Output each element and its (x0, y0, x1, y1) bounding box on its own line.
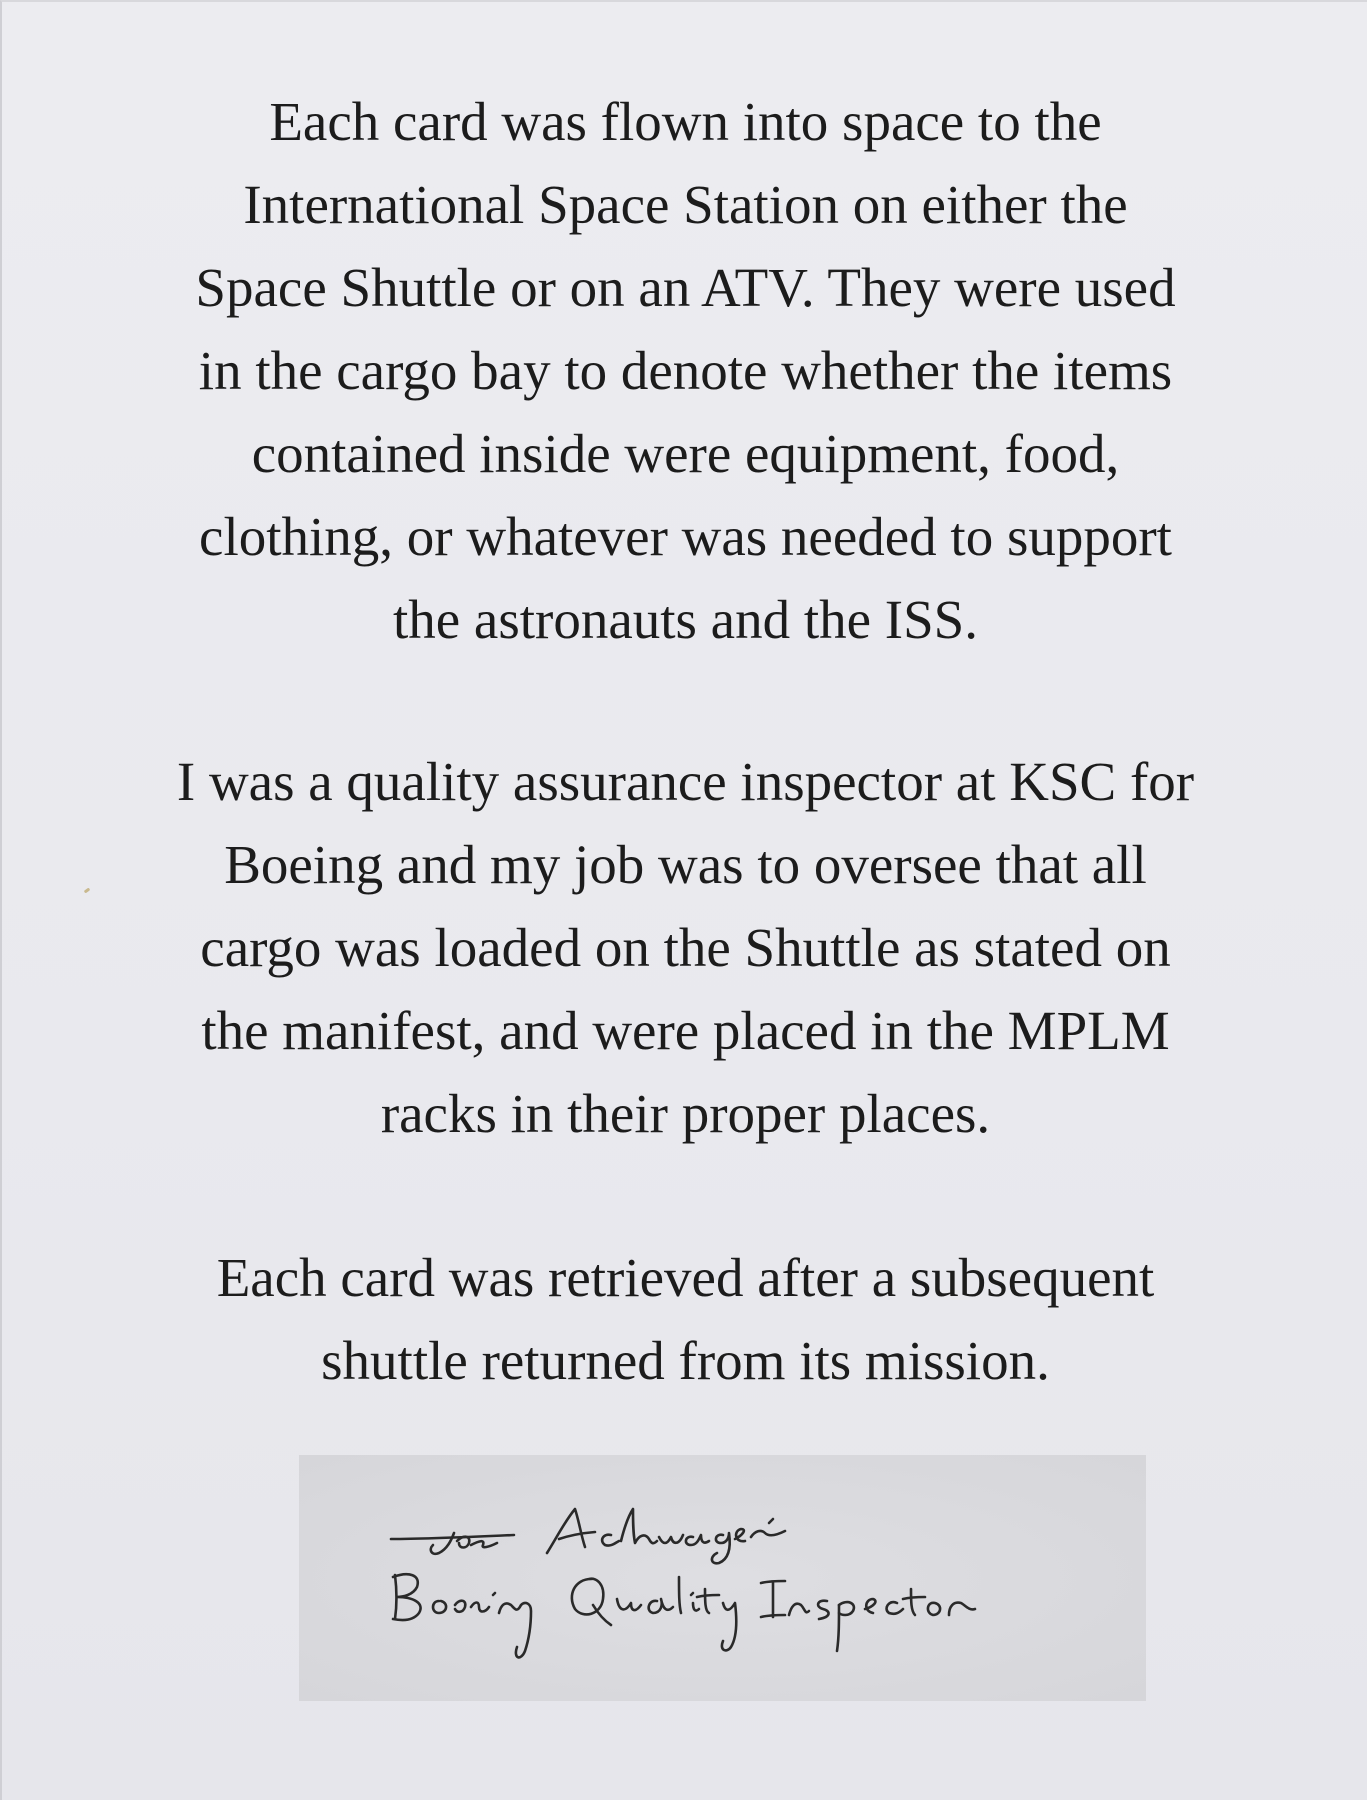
text-line: contained inside were equipment, food, (251, 423, 1120, 484)
text-line: Boeing and my job was to oversee that all (224, 834, 1147, 895)
text-line: International Space Station on either the (243, 174, 1128, 235)
paragraph-flight-description (2, 80, 1367, 661)
text-line: I was a quality assurance inspector at KSC for (176, 751, 1195, 812)
paragraph-inspector-role (2, 740, 1367, 1155)
text-line: in the cargo bay to denote whether the items (198, 340, 1173, 401)
text-line: the astronauts and the ISS. (392, 589, 979, 650)
text-line: shuttle returned from its mission. (321, 1330, 1050, 1391)
text-line: cargo was loaded on the Shuttle as stated on (200, 917, 1171, 978)
text-line: Space Shuttle or on an ATV. They were used (195, 257, 1176, 318)
text-line: the manifest, and were placed in the MPLM (201, 1000, 1170, 1061)
handwritten-signature (299, 1455, 1146, 1701)
text-line: racks in their proper places. (380, 1083, 991, 1144)
signature-panel (299, 1455, 1146, 1701)
paragraph-retrieval (2, 1236, 1367, 1402)
text-line: Each card was flown into space to the (269, 91, 1102, 152)
text-line: Each card was retrieved after a subsequent (216, 1247, 1155, 1308)
text-line: clothing, or whatever was needed to support (199, 506, 1172, 567)
